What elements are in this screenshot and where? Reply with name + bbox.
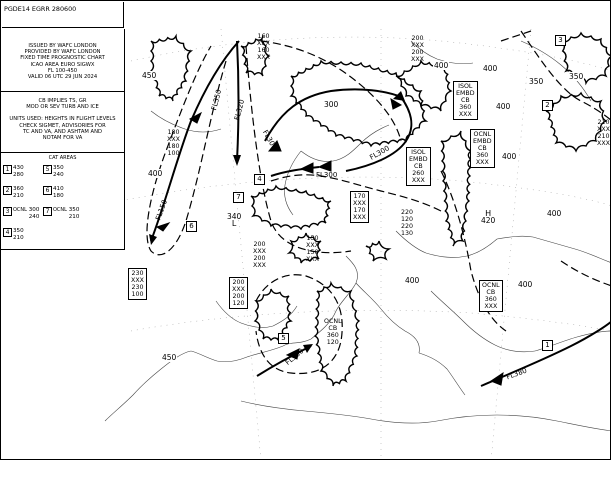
issue-line: PROVIDED BY WAFC LONDON bbox=[24, 49, 101, 56]
units-line: CHECK SIGMET, ADVISORIES FOR bbox=[19, 122, 106, 129]
cat-area-number: 5 bbox=[278, 333, 289, 344]
tropopause-label: 400 bbox=[405, 276, 420, 285]
tropopause-label: 300 bbox=[324, 100, 339, 109]
jet-fl-label: FL300 bbox=[283, 347, 306, 367]
turbulence-label: 210 XXX 210 XXX bbox=[597, 119, 610, 147]
tropopause-label: 400 bbox=[547, 209, 562, 218]
turbulence-label: 170 XXX 170 XXX bbox=[350, 191, 369, 223]
units-line: UNITS USED: HEIGHTS IN FLIGHT LEVELS bbox=[9, 116, 116, 123]
units-line: TC AND VA, AND ASHTAM AND bbox=[23, 128, 102, 135]
jet-fl-label: FL300 bbox=[260, 128, 279, 152]
cat-entry-1: 1 430 280 bbox=[3, 165, 24, 179]
cb-area-1 bbox=[151, 36, 191, 101]
tropopause-label: 350 bbox=[529, 77, 544, 86]
cb-area-11 bbox=[366, 241, 389, 261]
graticule bbox=[121, 29, 611, 460]
turbulence-label: 220 120 220 130 bbox=[401, 209, 414, 237]
turbulence-label: 230 XXX 230 100 bbox=[128, 268, 147, 300]
tropopause-label: 400 bbox=[518, 280, 533, 289]
cb-area-5 bbox=[251, 186, 331, 229]
issue-line: FL 100-450 bbox=[47, 67, 78, 74]
turbulence-label: 150 XXX 150 XXX bbox=[306, 235, 319, 263]
legend-panel bbox=[1, 29, 125, 250]
low-pressure-centre: 340 L bbox=[227, 212, 242, 228]
turbulence-label: 200 XXX 200 XXX bbox=[411, 35, 424, 63]
turbulence-label: 200 XXX 200 XXX bbox=[253, 241, 266, 269]
tropopause-label: 400 bbox=[483, 64, 498, 73]
cat-areas-title: CAT AREAS bbox=[48, 155, 77, 161]
jet-fl-label: FL300 bbox=[368, 144, 391, 162]
note-line: CB IMPLIES TS, GR bbox=[38, 98, 87, 104]
chart-header bbox=[2, 2, 124, 28]
high-pressure-centre: H 420 bbox=[481, 209, 496, 225]
tropopause-label: 400 bbox=[434, 61, 449, 70]
cat-area-number: 4 bbox=[254, 174, 265, 185]
tropopause-label: 450 bbox=[162, 353, 177, 362]
units-line: NOTAM FOR VA bbox=[42, 135, 83, 142]
cat-entry-3: 3 OCNL 300 240 bbox=[3, 207, 39, 221]
cat-area-number: 3 bbox=[555, 35, 566, 46]
tropopause-label: 400 bbox=[502, 152, 517, 161]
tropopause-label: 450 bbox=[142, 71, 157, 80]
cb-label: OCNL EMBD CB 360 XXX bbox=[470, 129, 495, 168]
cat-entry-5: 5 350 240 bbox=[43, 165, 64, 179]
issue-line: ICAO AREA EURO SIGWX bbox=[30, 61, 95, 68]
cb-label: ISOL EMBD CB 260 XXX bbox=[406, 147, 431, 186]
tropopause-label: 350 bbox=[569, 72, 584, 81]
turbulence-label: 160 XXX 160 XXX bbox=[257, 33, 270, 61]
note-line: MOD OR SEV TURB AND ICE bbox=[26, 104, 99, 111]
cb-label: OCNL CB 360 XXX bbox=[479, 280, 503, 312]
tropopause-label: 400 bbox=[496, 102, 511, 111]
tropopause-label: 400 bbox=[148, 169, 163, 178]
cat-area-number: 1 bbox=[542, 340, 553, 351]
cat-area-number: 6 bbox=[186, 221, 197, 232]
cat-entry-2: 2 360 210 bbox=[3, 186, 24, 200]
jet-fl-label: FL150 bbox=[154, 198, 170, 222]
turbulence-label: 180 XXX 180 100 bbox=[167, 129, 180, 157]
jet-fl-label: FL300 bbox=[316, 171, 338, 179]
issue-block bbox=[1, 29, 124, 92]
notes-block bbox=[1, 92, 124, 153]
cat-entry-4: 4 350 210 bbox=[3, 228, 24, 242]
cb-label: OCNL CB 360 120 bbox=[324, 318, 342, 346]
chart-id: PGDE14 EGRR 280600 bbox=[4, 5, 77, 13]
cat-area-number: 7 bbox=[233, 192, 244, 203]
jet-fl-label: FL350 bbox=[210, 88, 224, 112]
issue-line: VALID 06 UTC 29 JUN 2024 bbox=[27, 74, 98, 81]
cat-area-number: 2 bbox=[542, 100, 553, 111]
coastlines bbox=[105, 41, 611, 431]
jet-fl-label: FL320 bbox=[233, 98, 247, 122]
cat-entry-6: 6 410 180 bbox=[43, 186, 64, 200]
turbulence-label: 200 XXX 200 120 bbox=[229, 277, 248, 309]
cb-label: ISOL EMBD CB 360 XXX bbox=[453, 81, 478, 120]
issue-line: ISSUED BY WAFC LONDON bbox=[28, 43, 97, 49]
cat-entry-7: 7 OCNL 350 210 bbox=[43, 207, 79, 221]
issue-line: FIXED TIME PROGNOSTIC CHART bbox=[20, 55, 105, 62]
jet-fl-label: FL380 bbox=[505, 366, 529, 382]
cb-area-4 bbox=[441, 131, 471, 246]
